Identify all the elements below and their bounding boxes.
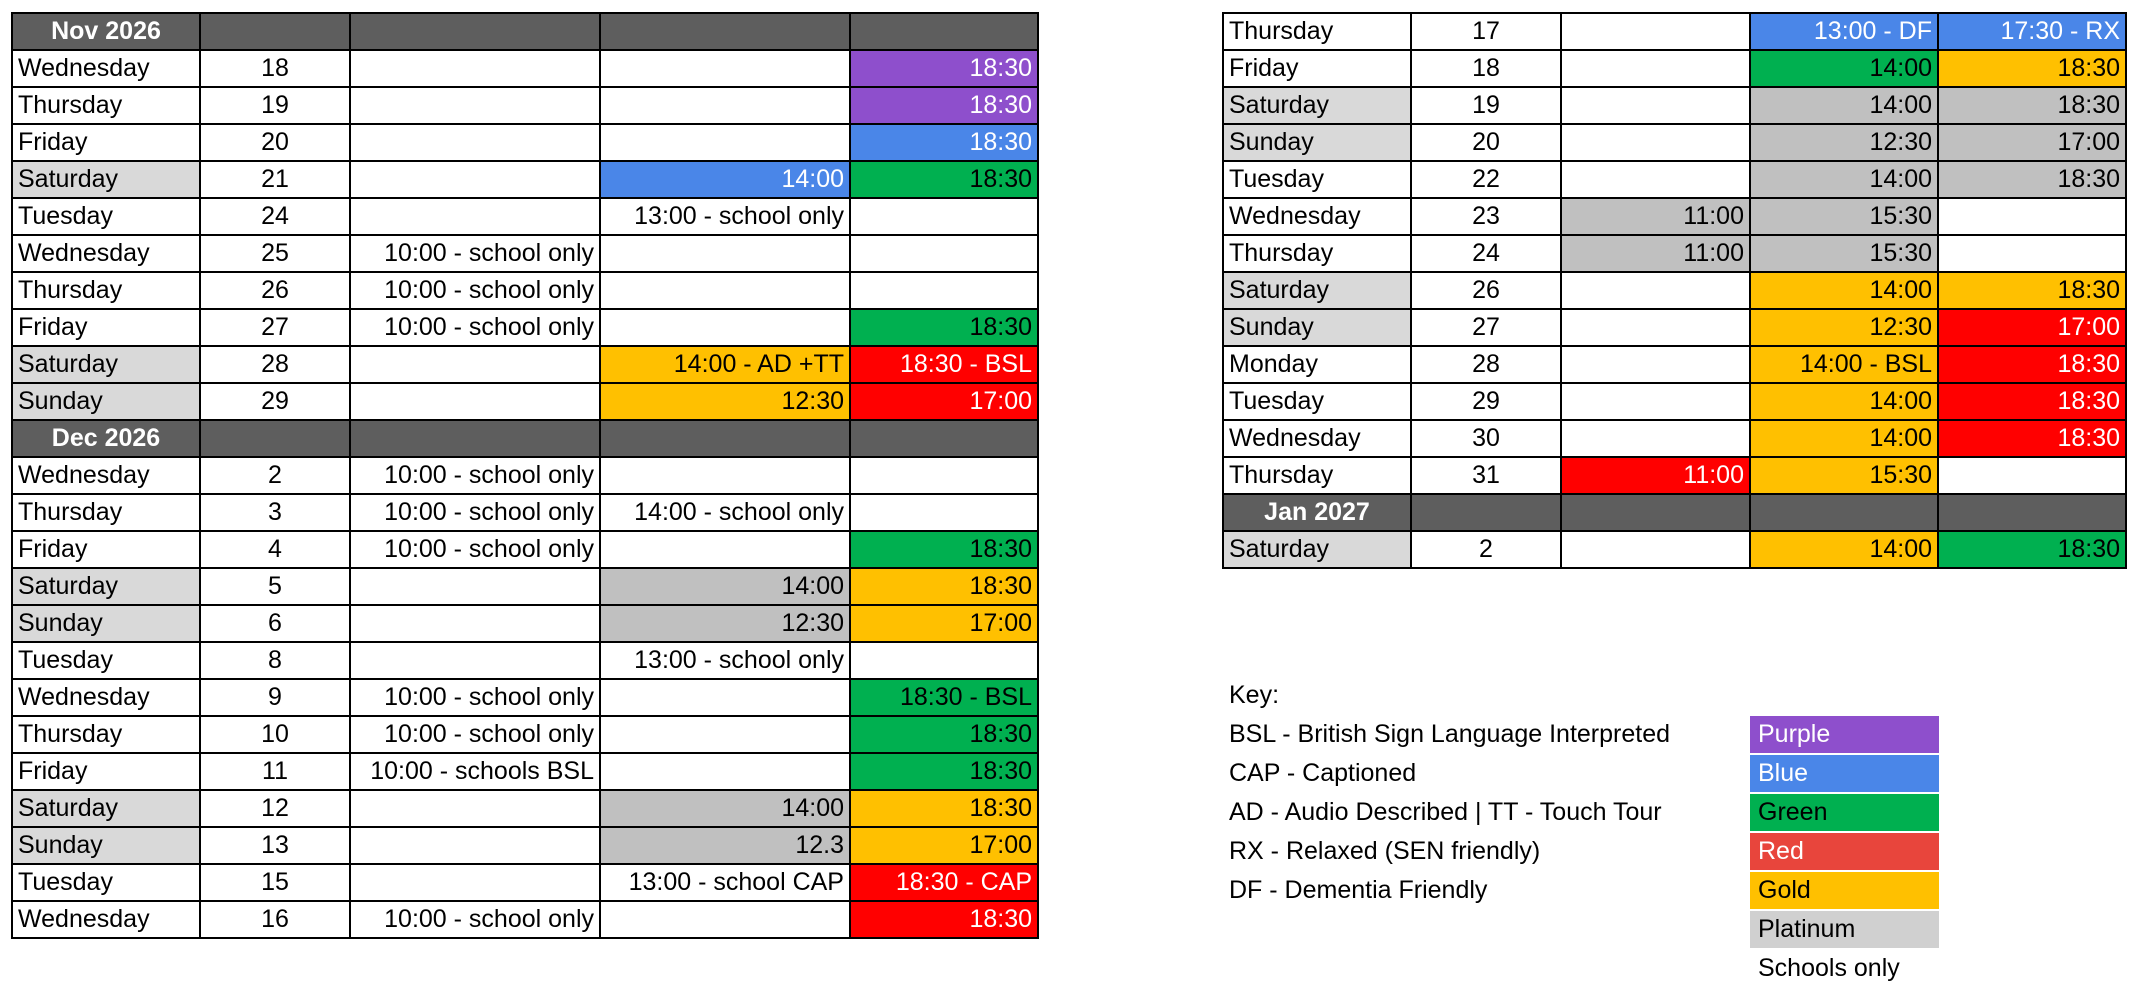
evening-slot-cell xyxy=(1938,198,2126,235)
afternoon-slot-cell xyxy=(600,87,850,124)
afternoon-slot-cell: 15:30 xyxy=(1750,235,1938,272)
day-cell: Sunday xyxy=(1223,309,1411,346)
evening-slot-cell: 18:30 - CAP xyxy=(850,864,1038,901)
afternoon-slot-cell xyxy=(600,235,850,272)
afternoon-slot-cell: 15:30 xyxy=(1750,198,1938,235)
month-label: Jan 2027 xyxy=(1223,494,1411,531)
schedule-row xyxy=(1223,383,2126,420)
morning-slot-cell: 10:00 - school only xyxy=(350,679,600,716)
afternoon-slot-cell xyxy=(600,679,850,716)
morning-slot-cell: 10:00 - schools BSL xyxy=(350,753,600,790)
evening-slot-cell: 18:30 xyxy=(1938,50,2126,87)
key-abbr-cap: CAP - Captioned xyxy=(1229,759,1417,787)
afternoon-slot-cell xyxy=(600,124,850,161)
date-cell: 30 xyxy=(1411,420,1561,457)
date-cell: 12 xyxy=(200,790,350,827)
morning-slot-cell xyxy=(1561,383,1750,420)
afternoon-slot-cell: 14:00 xyxy=(1750,420,1938,457)
day-cell: Friday xyxy=(12,753,200,790)
day-cell: Sunday xyxy=(12,383,200,420)
schedule-row xyxy=(12,753,1038,790)
schedule-row xyxy=(12,346,1038,383)
date-cell: 28 xyxy=(1411,346,1561,383)
afternoon-slot-cell: 12:30 xyxy=(1750,124,1938,161)
evening-slot-cell xyxy=(1938,235,2126,272)
date-cell: 16 xyxy=(200,901,350,938)
month-label: Nov 2026 xyxy=(12,13,200,50)
afternoon-slot-cell xyxy=(1750,494,1938,531)
day-cell: Wednesday xyxy=(12,457,200,494)
day-cell: Wednesday xyxy=(12,50,200,87)
day-cell: Tuesday xyxy=(12,198,200,235)
schedule-row xyxy=(12,605,1038,642)
morning-slot-cell xyxy=(350,642,600,679)
date-cell: 23 xyxy=(1411,198,1561,235)
evening-slot-cell: 18:30 xyxy=(850,716,1038,753)
month-header-row xyxy=(12,420,1038,457)
schedule-row xyxy=(1223,309,2126,346)
day-cell: Sunday xyxy=(12,605,200,642)
morning-slot-cell xyxy=(1561,531,1750,568)
afternoon-slot-cell xyxy=(600,309,850,346)
date-cell: 22 xyxy=(1411,161,1561,198)
afternoon-slot-cell: 14:00 - BSL xyxy=(1750,346,1938,383)
day-cell: Saturday xyxy=(12,568,200,605)
morning-slot-cell: 10:00 - school only xyxy=(350,531,600,568)
key-abbr-df: DF - Dementia Friendly xyxy=(1229,876,1488,904)
evening-slot-cell: 17:00 xyxy=(850,827,1038,864)
schedule-row xyxy=(12,901,1038,938)
date-cell: 24 xyxy=(1411,235,1561,272)
evening-slot-cell: 17:00 xyxy=(850,605,1038,642)
date-cell: 15 xyxy=(200,864,350,901)
date-cell: 27 xyxy=(200,309,350,346)
afternoon-slot-cell: 14:00 xyxy=(600,568,850,605)
evening-slot-cell: 17:00 xyxy=(850,383,1038,420)
schedule-row xyxy=(12,568,1038,605)
afternoon-slot-cell: 13:00 - school CAP xyxy=(600,864,850,901)
schedule-row xyxy=(1223,272,2126,309)
morning-slot-cell xyxy=(1561,309,1750,346)
day-cell: Thursday xyxy=(12,272,200,309)
key-swatch-purple: Purple xyxy=(1750,716,1939,753)
schedule-table-left xyxy=(11,12,1039,939)
date-cell: 6 xyxy=(200,605,350,642)
evening-slot-cell: 18:30 xyxy=(850,309,1038,346)
schedule-row xyxy=(1223,420,2126,457)
key-swatch-red: Red xyxy=(1750,833,1939,870)
schedule-row xyxy=(1223,161,2126,198)
date-cell: 29 xyxy=(1411,383,1561,420)
morning-slot-cell xyxy=(1561,420,1750,457)
afternoon-slot-cell: 13:00 - school only xyxy=(600,642,850,679)
schedule-row xyxy=(12,716,1038,753)
morning-slot-cell xyxy=(350,827,600,864)
afternoon-slot-cell xyxy=(600,716,850,753)
morning-slot-cell xyxy=(350,161,600,198)
day-cell: Sunday xyxy=(12,827,200,864)
afternoon-slot-cell: 14:00 xyxy=(1750,161,1938,198)
date-cell: 26 xyxy=(200,272,350,309)
afternoon-slot-cell: 12:30 xyxy=(600,605,850,642)
date-cell: 2 xyxy=(1411,531,1561,568)
date-cell: 2 xyxy=(200,457,350,494)
afternoon-slot-cell: 14:00 xyxy=(600,790,850,827)
evening-slot-cell: 18:30 xyxy=(1938,346,2126,383)
morning-slot-cell: 11:00 xyxy=(1561,198,1750,235)
day-cell: Wednesday xyxy=(12,679,200,716)
morning-slot-cell: 10:00 - school only xyxy=(350,716,600,753)
day-cell: Saturday xyxy=(12,346,200,383)
afternoon-slot-cell xyxy=(600,901,850,938)
date-cell xyxy=(200,13,350,50)
day-cell: Friday xyxy=(12,309,200,346)
day-cell: Tuesday xyxy=(1223,161,1411,198)
schedule-row xyxy=(12,679,1038,716)
day-cell: Friday xyxy=(12,531,200,568)
day-cell: Tuesday xyxy=(1223,383,1411,420)
afternoon-slot-cell: 14:00 - AD +TT xyxy=(600,346,850,383)
key-title: Key: xyxy=(1229,681,1280,709)
day-cell: Saturday xyxy=(1223,272,1411,309)
morning-slot-cell xyxy=(350,50,600,87)
key-abbr-rx: RX - Relaxed (SEN friendly) xyxy=(1229,837,1541,865)
day-cell: Thursday xyxy=(1223,235,1411,272)
evening-slot-cell xyxy=(850,235,1038,272)
key-swatch-schools-only: Schools only xyxy=(1758,954,1900,982)
afternoon-slot-cell: 13:00 - school only xyxy=(600,198,850,235)
morning-slot-cell xyxy=(1561,346,1750,383)
evening-slot-cell: 18:30 xyxy=(1938,272,2126,309)
day-cell: Saturday xyxy=(12,790,200,827)
evening-slot-cell xyxy=(850,13,1038,50)
date-cell: 24 xyxy=(200,198,350,235)
date-cell: 21 xyxy=(200,161,350,198)
evening-slot-cell xyxy=(1938,457,2126,494)
key-swatch-gold: Gold xyxy=(1750,872,1939,909)
morning-slot-cell xyxy=(1561,272,1750,309)
schedule-row xyxy=(1223,50,2126,87)
day-cell: Thursday xyxy=(1223,13,1411,50)
evening-slot-cell xyxy=(850,198,1038,235)
day-cell: Saturday xyxy=(1223,87,1411,124)
evening-slot-cell: 18:30 xyxy=(850,531,1038,568)
day-cell: Thursday xyxy=(12,494,200,531)
day-cell: Wednesday xyxy=(12,901,200,938)
date-cell: 28 xyxy=(200,346,350,383)
evening-slot-cell: 17:00 xyxy=(1938,124,2126,161)
date-cell: 18 xyxy=(1411,50,1561,87)
schedule-row xyxy=(1223,87,2126,124)
day-cell: Thursday xyxy=(12,87,200,124)
day-cell: Friday xyxy=(12,124,200,161)
evening-slot-cell xyxy=(850,420,1038,457)
date-cell: 29 xyxy=(200,383,350,420)
evening-slot-cell: 18:30 xyxy=(850,901,1038,938)
schedule-row xyxy=(12,161,1038,198)
date-cell: 18 xyxy=(200,50,350,87)
morning-slot-cell xyxy=(1561,124,1750,161)
evening-slot-cell: 18:30 xyxy=(1938,531,2126,568)
evening-slot-cell: 18:30 xyxy=(850,568,1038,605)
evening-slot-cell xyxy=(850,272,1038,309)
date-cell: 25 xyxy=(200,235,350,272)
month-label: Dec 2026 xyxy=(12,420,200,457)
day-cell: Tuesday xyxy=(12,864,200,901)
date-cell: 8 xyxy=(200,642,350,679)
evening-slot-cell: 18:30 xyxy=(850,87,1038,124)
afternoon-slot-cell xyxy=(600,531,850,568)
evening-slot-cell: 17:00 xyxy=(1938,309,2126,346)
evening-slot-cell: 18:30 xyxy=(850,753,1038,790)
date-cell: 4 xyxy=(200,531,350,568)
afternoon-slot-cell: 14:00 xyxy=(1750,272,1938,309)
date-cell: 19 xyxy=(1411,87,1561,124)
afternoon-slot-cell xyxy=(600,272,850,309)
afternoon-slot-cell: 13:00 - DF xyxy=(1750,13,1938,50)
schedule-row xyxy=(12,790,1038,827)
evening-slot-cell xyxy=(850,642,1038,679)
evening-slot-cell: 18:30 - BSL xyxy=(850,346,1038,383)
afternoon-slot-cell: 14:00 xyxy=(1750,87,1938,124)
afternoon-slot-cell: 14:00 - school only xyxy=(600,494,850,531)
evening-slot-cell: 18:30 xyxy=(1938,161,2126,198)
evening-slot-cell xyxy=(1938,494,2126,531)
morning-slot-cell xyxy=(1561,161,1750,198)
date-cell: 5 xyxy=(200,568,350,605)
afternoon-slot-cell xyxy=(600,457,850,494)
date-cell: 3 xyxy=(200,494,350,531)
evening-slot-cell xyxy=(850,457,1038,494)
morning-slot-cell: 11:00 xyxy=(1561,235,1750,272)
schedule-row xyxy=(12,124,1038,161)
morning-slot-cell xyxy=(350,346,600,383)
afternoon-slot-cell: 12:30 xyxy=(1750,309,1938,346)
date-cell: 20 xyxy=(200,124,350,161)
schedule-row xyxy=(12,198,1038,235)
key-swatch-platinum: Platinum xyxy=(1750,911,1939,948)
morning-slot-cell xyxy=(350,13,600,50)
schedule-row xyxy=(1223,235,2126,272)
morning-slot-cell xyxy=(350,420,600,457)
afternoon-slot-cell: 14:00 xyxy=(1750,383,1938,420)
evening-slot-cell: 18:30 xyxy=(1938,420,2126,457)
morning-slot-cell xyxy=(350,87,600,124)
afternoon-slot-cell xyxy=(600,753,850,790)
evening-slot-cell xyxy=(850,494,1038,531)
schedule-row xyxy=(12,642,1038,679)
schedule-row xyxy=(1223,198,2126,235)
date-cell: 10 xyxy=(200,716,350,753)
evening-slot-cell: 17:30 - RX xyxy=(1938,13,2126,50)
morning-slot-cell: 10:00 - school only xyxy=(350,457,600,494)
key-swatch-blue: Blue xyxy=(1750,755,1939,792)
morning-slot-cell xyxy=(350,383,600,420)
day-cell: Thursday xyxy=(12,716,200,753)
schedule-row xyxy=(12,87,1038,124)
evening-slot-cell: 18:30 xyxy=(850,50,1038,87)
schedule-row xyxy=(1223,531,2126,568)
morning-slot-cell xyxy=(1561,50,1750,87)
day-cell: Saturday xyxy=(1223,531,1411,568)
key-abbr-bsl: BSL - British Sign Language Interpreted xyxy=(1229,720,1671,748)
schedule-row xyxy=(12,383,1038,420)
evening-slot-cell: 18:30 xyxy=(1938,383,2126,420)
day-cell: Wednesday xyxy=(1223,420,1411,457)
date-cell: 19 xyxy=(200,87,350,124)
schedule-row xyxy=(12,309,1038,346)
morning-slot-cell xyxy=(1561,13,1750,50)
schedule-row xyxy=(1223,457,2126,494)
evening-slot-cell: 18:30 xyxy=(850,790,1038,827)
evening-slot-cell: 18:30 xyxy=(1938,87,2126,124)
schedule-row xyxy=(12,827,1038,864)
schedule-table-right xyxy=(1222,12,2127,569)
schedule-row xyxy=(12,494,1038,531)
morning-slot-cell: 10:00 - school only xyxy=(350,901,600,938)
morning-slot-cell xyxy=(350,864,600,901)
day-cell: Monday xyxy=(1223,346,1411,383)
morning-slot-cell: 10:00 - school only xyxy=(350,494,600,531)
date-cell: 26 xyxy=(1411,272,1561,309)
date-cell: 17 xyxy=(1411,13,1561,50)
schedule-row xyxy=(1223,346,2126,383)
date-cell: 27 xyxy=(1411,309,1561,346)
morning-slot-cell xyxy=(350,568,600,605)
evening-slot-cell: 18:30 - BSL xyxy=(850,679,1038,716)
date-cell xyxy=(1411,494,1561,531)
afternoon-slot-cell: 14:00 xyxy=(1750,531,1938,568)
morning-slot-cell xyxy=(1561,494,1750,531)
date-cell: 13 xyxy=(200,827,350,864)
afternoon-slot-cell xyxy=(600,13,850,50)
schedule-row xyxy=(12,531,1038,568)
afternoon-slot-cell: 12.3 xyxy=(600,827,850,864)
schedule-row xyxy=(1223,124,2126,161)
day-cell: Friday xyxy=(1223,50,1411,87)
morning-slot-cell: 11:00 xyxy=(1561,457,1750,494)
evening-slot-cell: 18:30 xyxy=(850,161,1038,198)
schedule-row xyxy=(12,50,1038,87)
morning-slot-cell xyxy=(350,790,600,827)
morning-slot-cell xyxy=(350,198,600,235)
morning-slot-cell xyxy=(350,605,600,642)
schedule-row xyxy=(12,272,1038,309)
date-cell: 31 xyxy=(1411,457,1561,494)
date-cell: 20 xyxy=(1411,124,1561,161)
afternoon-slot-cell: 14:00 xyxy=(600,161,850,198)
morning-slot-cell xyxy=(350,124,600,161)
afternoon-slot-cell: 15:30 xyxy=(1750,457,1938,494)
afternoon-slot-cell xyxy=(600,420,850,457)
morning-slot-cell: 10:00 - school only xyxy=(350,272,600,309)
evening-slot-cell: 18:30 xyxy=(850,124,1038,161)
afternoon-slot-cell: 12:30 xyxy=(600,383,850,420)
day-cell: Wednesday xyxy=(1223,198,1411,235)
schedule-row xyxy=(12,457,1038,494)
day-cell: Sunday xyxy=(1223,124,1411,161)
date-cell: 11 xyxy=(200,753,350,790)
schedule-row xyxy=(12,864,1038,901)
date-cell xyxy=(200,420,350,457)
afternoon-slot-cell xyxy=(600,50,850,87)
morning-slot-cell: 10:00 - school only xyxy=(350,309,600,346)
day-cell: Tuesday xyxy=(12,642,200,679)
day-cell: Saturday xyxy=(12,161,200,198)
morning-slot-cell xyxy=(1561,87,1750,124)
day-cell: Thursday xyxy=(1223,457,1411,494)
afternoon-slot-cell: 14:00 xyxy=(1750,50,1938,87)
key-abbr-ad-tt: AD - Audio Described | TT - Touch Tour xyxy=(1229,798,1662,826)
schedule-row xyxy=(1223,13,2126,50)
morning-slot-cell: 10:00 - school only xyxy=(350,235,600,272)
key-swatch-green: Green xyxy=(1750,794,1939,831)
month-header-row xyxy=(1223,494,2126,531)
date-cell: 9 xyxy=(200,679,350,716)
day-cell: Wednesday xyxy=(12,235,200,272)
month-header-row xyxy=(12,13,1038,50)
schedule-row xyxy=(12,235,1038,272)
